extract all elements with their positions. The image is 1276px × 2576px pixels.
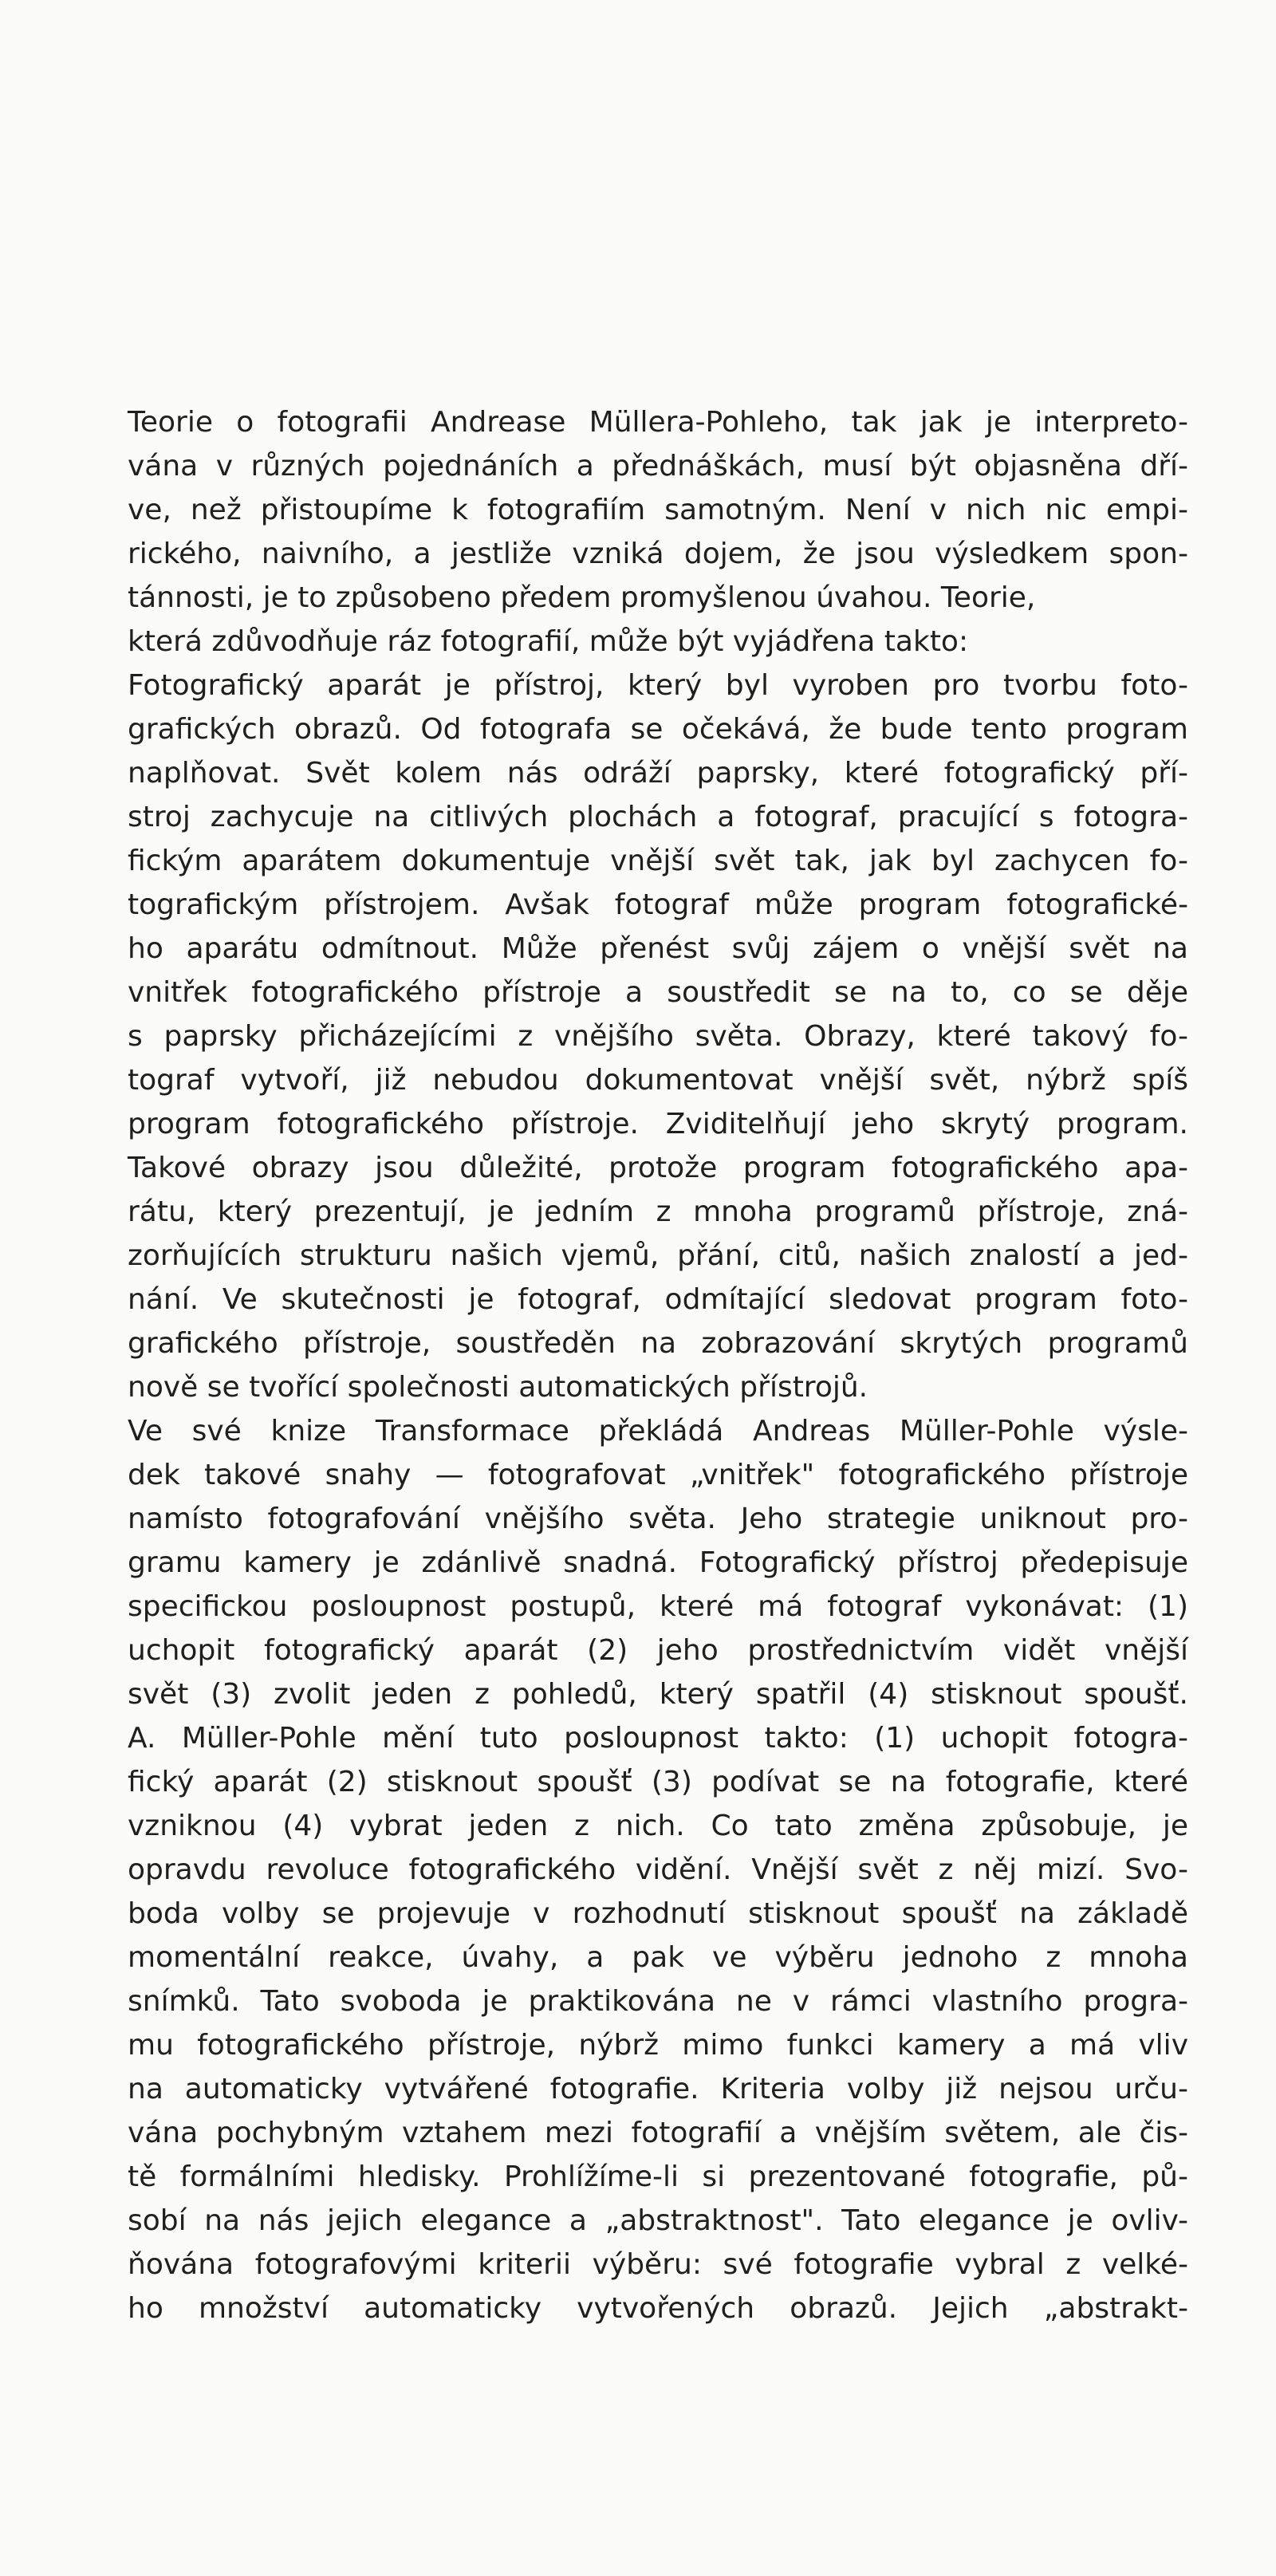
text-line: nání. Ve skutečnosti je fotograf, odmítající sledovat program foto- xyxy=(128,1283,1188,1316)
text-line: tánnosti, je to způsobeno předem promyšlenou úvahou. Teorie, xyxy=(128,581,1036,614)
text-line: svět (3) zvolit jeden z pohledů, který spatřil (4) stisknout spoušť. xyxy=(128,1678,1188,1711)
text-line: nově se tvořící společnosti automatických přístrojů. xyxy=(128,1371,868,1404)
text-line: vána pochybným vztahem mezi fotografií a vnějším světem, ale čis- xyxy=(128,2117,1188,2149)
text-line: zorňujících strukturu našich vjemů, přání, citů, našich znalostí a jed- xyxy=(128,1239,1188,1272)
text-line: A. Müller-Pohle mění tuto posloupnost takto: (1) uchopit fotogra- xyxy=(128,1722,1188,1755)
text-line: ho aparátu odmítnout. Může přenést svůj zájem o vnější svět na xyxy=(128,932,1188,965)
text-line: stroj zachycuje na citlivých plochách a fotograf, pracující s fotogra- xyxy=(128,801,1188,833)
text-line: namísto fotografování vnějšího světa. Jeho strategie uniknout pro- xyxy=(128,1503,1188,1535)
text-line: specifickou posloupnost postupů, které má fotograf vykonávat: (1) xyxy=(128,1590,1188,1623)
text-line: vána v různých pojednáních a přednáškách, musí být objasněna dří- xyxy=(128,450,1188,483)
text-line: která zdůvodňuje ráz fotografií, může být vyjádřena takto: xyxy=(128,625,969,658)
text-line: ve, než přistoupíme k fotografiím samotným. Není v nich nic empi- xyxy=(128,494,1188,526)
text-line: gramu kamery je zdánlivě snadná. Fotografický přístroj předepisuje xyxy=(128,1546,1188,1579)
text-line: program fotografického přístroje. Zviditelňují jeho skrytý program. xyxy=(128,1108,1188,1140)
text-line: ho množství automaticky vytvořených obrazů. Jejich „abstrakt- xyxy=(128,2292,1188,2325)
text-line: ňována fotografovými kriterii výběru: své fotografie vybral z velké- xyxy=(128,2248,1188,2281)
text-line: Ve své knize Transformace překládá Andreas Müller-Pohle výsle- xyxy=(128,1415,1188,1448)
text-line: rátu, který prezentují, je jedním z mnoha programů přístroje, zná- xyxy=(128,1195,1188,1228)
text-line: tě formálními hledisky. Prohlížíme-li si prezentované fotografie, pů- xyxy=(128,2160,1188,2193)
text-line: na automaticky vytvářené fotografie. Kriteria volby již nejsou urču- xyxy=(128,2073,1188,2105)
text-line: fickým aparátem dokumentuje vnější svět tak, jak byl zachycen fo- xyxy=(128,845,1188,877)
body-text xyxy=(128,400,1188,2330)
text-line: uchopit fotografický aparát (2) jeho prostřednictvím vidět vnější xyxy=(128,1634,1188,1667)
text-line: mu fotografického přístroje, nýbrž mimo funkci kamery a má vliv xyxy=(128,2029,1188,2062)
text-line: fický aparát (2) stisknout spoušť (3) podívat se na fotografie, které xyxy=(128,1766,1188,1798)
text-line: sobí na nás jejich elegance a „abstraktnost". Tato elegance je ovliv- xyxy=(128,2204,1188,2237)
text-line: s paprsky přicházejícími z vnějšího světa. Obrazy, které takový fo- xyxy=(128,1020,1188,1053)
text-line: tograf vytvoří, již nebudou dokumentovat vnější svět, nýbrž spíš xyxy=(128,1064,1188,1097)
text-line: grafického přístroje, soustředěn na zobrazování skrytých programů xyxy=(128,1327,1188,1360)
text-line: rického, naivního, a jestliže vzniká dojem, že jsou výsledkem spon- xyxy=(128,538,1188,570)
text-line: momentální reakce, úvahy, a pak ve výběru jednoho z mnoha xyxy=(128,1941,1188,1974)
text-line: Fotografický aparát je přístroj, který byl vyroben pro tvorbu foto- xyxy=(128,669,1188,702)
text-line: naplňovat. Svět kolem nás odráží paprsky, které fotografický pří- xyxy=(128,757,1188,790)
text-line: Teorie o fotografii Andrease Müllera-Pohleho, tak jak je interpreto- xyxy=(128,406,1188,439)
text-line: vnitřek fotografického přístroje a soustředit se na to, co se děje xyxy=(128,976,1188,1009)
text-line: tografickým přístrojem. Avšak fotograf může program fotografické- xyxy=(128,888,1188,921)
text-line: dek takové snahy — fotografovat „vnitřek" fotografického přístroje xyxy=(128,1459,1188,1491)
text-line: opravdu revoluce fotografického vidění. Vnější svět z něj mizí. Svo- xyxy=(128,1853,1188,1886)
text-line: grafických obrazů. Od fotografa se očekává, že bude tento program xyxy=(128,713,1188,746)
text-line: Takové obrazy jsou důležité, protože program fotografického apa- xyxy=(128,1152,1188,1184)
text-line: snímků. Tato svoboda je praktikována ne v rámci vlastního progra- xyxy=(128,1985,1188,2018)
text-line: vzniknou (4) vybrat jeden z nich. Co tato změna způsobuje, je xyxy=(128,1810,1188,1842)
text-line: boda volby se projevuje v rozhodnutí stisknout spoušť na základě xyxy=(128,1897,1188,1930)
